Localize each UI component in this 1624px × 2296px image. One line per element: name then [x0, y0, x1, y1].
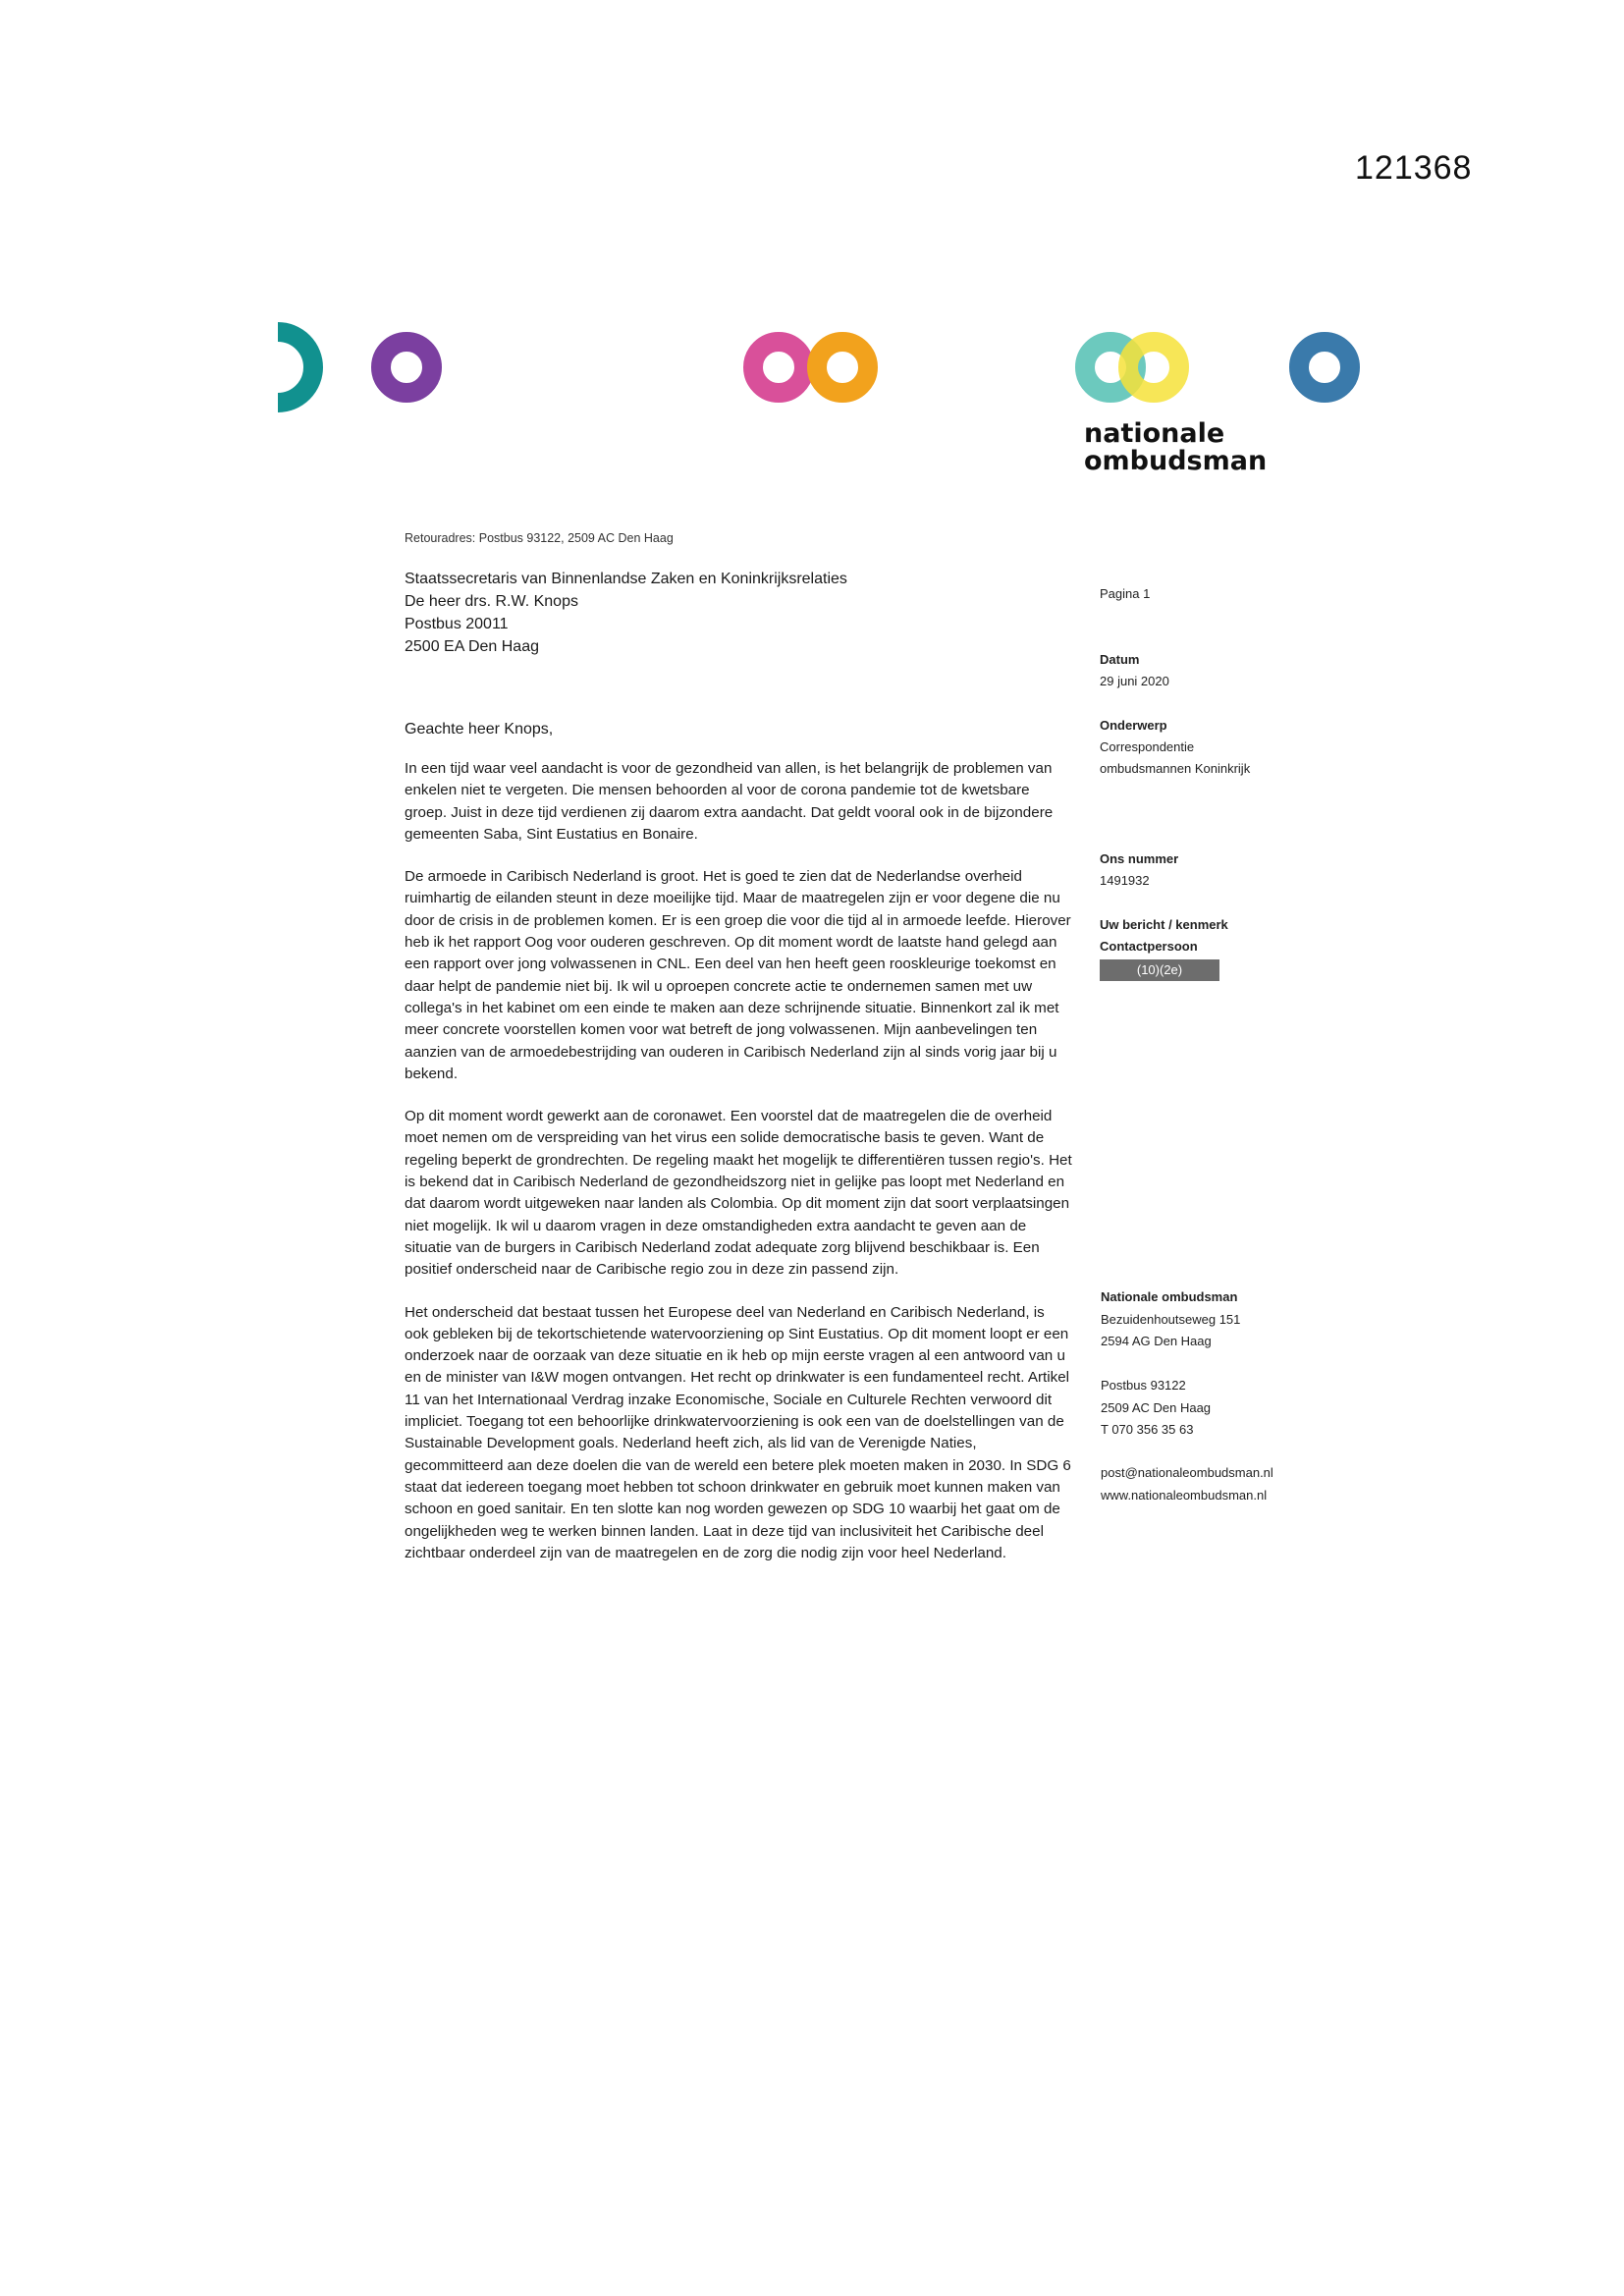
body-paragraph: Op dit moment wordt gewerkt aan de coronawet. Een voorstel dat de maatregelen die de overheid moet nemen om de verspreiding van het virus een solide democratische basis te geven. Want de regeling beperkt de grondrechten. De regeling maakt het mogelijk te differentiëren tussen regio's. Het is bekend dat in Caribisch Nederland de gezondheidszorg niet in gelijke pas loopt met Nederland en dat daarom wordt uitgeweken naar landen als Colombia. Op dit moment zijn dat soort verplaatsingen niet mogelijk. Ik wil u daarom vragen in deze omstandigheden extra aandacht te geven aan de situatie van de burgers in Caribisch Nederland zodat adequate zorg blijvend beschikbaar is. Een positief onderscheid naar de Caribische regio zou in deze zin passend zijn.	[405, 1108, 1072, 1279]
recipient-line: Postbus 20011	[405, 616, 509, 632]
footer-org: Nationale ombudsman	[1101, 1289, 1238, 1304]
purple-ring-icon	[381, 342, 432, 393]
subject-block	[1100, 715, 1250, 780]
subject-label: Onderwerp	[1100, 718, 1167, 733]
your-reference-label: Uw bericht / kenmerk	[1100, 917, 1228, 932]
footer-postbus: Postbus 93122	[1101, 1378, 1186, 1393]
return-address: Retouradres: Postbus 93122, 2509 AC Den Haag	[405, 531, 674, 545]
our-number-block	[1100, 848, 1178, 892]
recipient-address	[405, 568, 847, 658]
salutation: Geachte heer Knops,	[405, 721, 554, 738]
our-number-label: Ons nummer	[1100, 851, 1179, 866]
orange-ring-icon	[817, 342, 868, 393]
footer-postcode: 2594 AG Den Haag	[1101, 1334, 1212, 1348]
date-value: 29 juni 2020	[1100, 674, 1169, 688]
redacted-contact: (10)(2e)	[1100, 959, 1219, 981]
date-label: Datum	[1100, 652, 1140, 667]
document-number: 121368	[1355, 149, 1473, 187]
footer-street: Bezuidenhoutseweg 151	[1101, 1311, 1241, 1327]
our-number-value: 1491932	[1100, 873, 1150, 888]
footer-contact-block	[1101, 1462, 1273, 1506]
footer-address-block	[1101, 1286, 1240, 1353]
recipient-line: 2500 EA Den Haag	[405, 638, 539, 655]
footer-phone: T 070 356 35 63	[1101, 1422, 1194, 1437]
logo-line-2: ombudsman	[1084, 446, 1268, 476]
footer-website: www.nationaleombudsman.nl	[1101, 1487, 1268, 1503]
logo-line-1: nationale	[1084, 418, 1225, 449]
contact-label: Contactpersoon	[1100, 939, 1198, 954]
recipient-line: De heer drs. R.W. Knops	[405, 593, 578, 610]
reference-block	[1100, 914, 1228, 981]
footer-postbus-block	[1101, 1375, 1211, 1442]
date-block	[1100, 649, 1169, 692]
footer-postbus-city: 2509 AC Den Haag	[1101, 1399, 1212, 1415]
yellow-ring-icon	[1128, 342, 1179, 393]
page-number: Pagina 1	[1100, 586, 1151, 601]
recipient-line: Staatssecretaris van Binnenlandse Zaken en Koninkrijksrelaties	[405, 571, 847, 587]
ombudsman-logo-rings	[0, 0, 1624, 471]
blue-ring-icon	[1299, 342, 1350, 393]
logo-wordmark	[1084, 420, 1267, 475]
body-paragraph: Het onderscheid dat bestaat tussen het Europese deel van Nederland en Caribisch Nederland, is ook gebleken bij de tekortschietende watervoorziening op Sint Eustatius. Op dit moment loopt er een onderzoek naar de oorzaak van deze situatie en ik heb op mijn eerste vragen al een antwoord van u en de minister van I&W mogen ontvangen. Het recht op drinkwater is een fundamenteel recht. Artikel 11 van het Internationaal Verdrag inzake Economische, Sociale en Culturele Rechten verwoord dit impliciet. Toegang tot een behoorlijke drinkwatervoorziening is ook een van de doelstellingen van de Sustainable Development goals. Nederland heeft zich, als lid van de Verenigde Naties, gecommitteerd aan deze doelen die van de wereld een betere plek moeten maken in 2030. In SDG 6 staat dat iedereen toegang moet hebben tot schoon drinkwater en gebruik moet kunnen maken van schoon en goed sanitair. En ten slotte kan nog worden gewezen op SDG 10 waarbij het gaat om de ongelijkheden weg te werken binnen landen. Laat in deze tijd van inclusiviteit het Caribische deel zichtbaar onderdeel zijn van de maatregelen en de zorg die nodig zijn voor heel Nederland.	[405, 1303, 1071, 1561]
subject-value: ombudsmannen Koninkrijk	[1100, 761, 1251, 776]
footer-email: post@nationaleombudsman.nl	[1101, 1465, 1273, 1480]
pink-ring-icon	[753, 342, 804, 393]
letter-body	[405, 758, 1072, 1585]
body-paragraph: De armoede in Caribisch Nederland is groot. Het is goed te zien dat de Nederlandse overheid ruimhartig de eilanden steunt in deze moeilijke tijd. Maar de maatregelen zijn er voor degene die nu door de crisis in de problemen komen. Er is een groep die voor die tijd al in armoede leefde. Hierover heb ik het rapport Oog voor ouderen geschreven. Op dit moment wordt de laatste hand gelegd aan een rapport over jong volwassenen in CNL. Een deel van hen heeft geen rooskleurige toekomst en daar helpt de pandemie niet bij. Ik wil u oproepen concrete actie te ondernemen samen met uw collega's in het kabinet om een einde te maken aan deze schrijnende situatie. Binnenkort zal ik met meer concrete voorstellen komen voor wat betreft de jong volwassenen. Mijn aanbevelingen ten aanzien van de armoedebestrijding van ouderen in Caribisch Nederland zijn al sinds vorig jaar bij u bekend.	[405, 868, 1071, 1082]
body-paragraph: In een tijd waar veel aandacht is voor de gezondheid van allen, is het belangrijk de problemen van enkelen niet te vergeten. Die mensen behoorden al voor de corona pandemie tot de kwetsbare groep. Juist in deze tijd verdienen zij daarom extra aandacht. Dat geldt vooral ook in de bijzondere gemeenten Saba, Sint Eustatius en Bonaire.	[405, 760, 1054, 843]
subject-value: Correspondentie	[1100, 739, 1195, 754]
teal-half-ring-icon	[278, 332, 313, 403]
